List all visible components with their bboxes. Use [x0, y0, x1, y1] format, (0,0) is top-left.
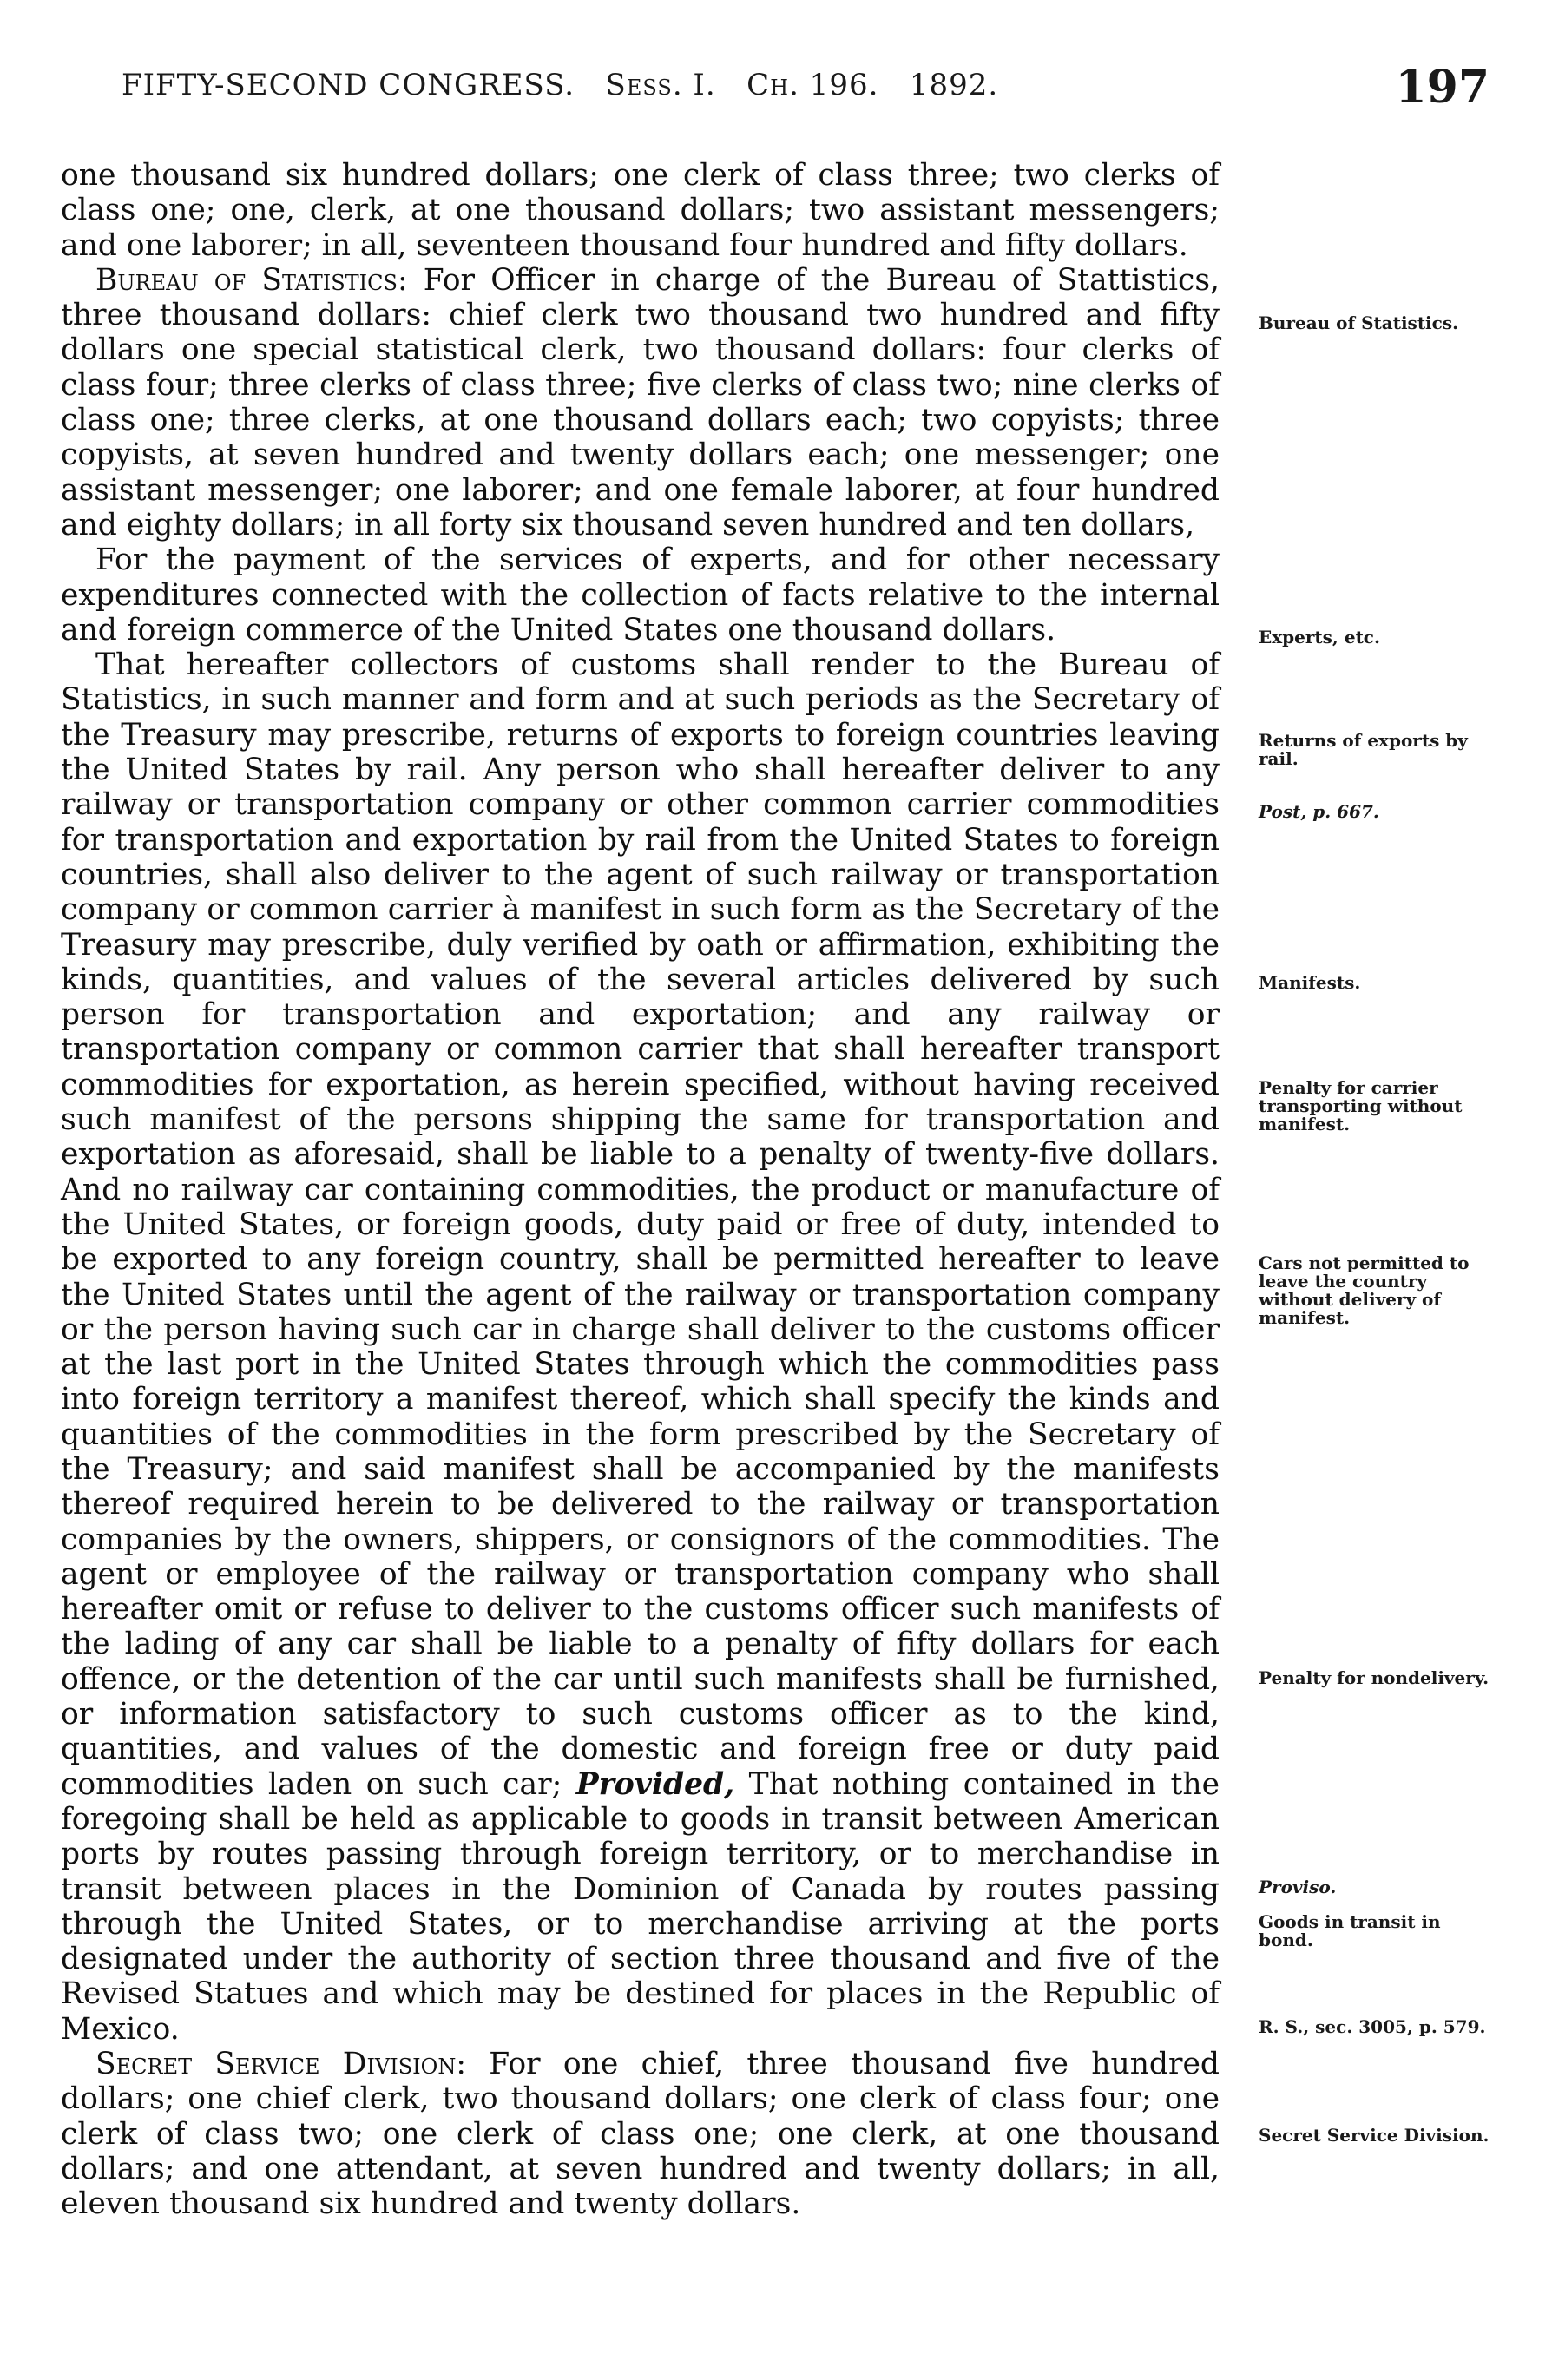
running-head-congress: FIFTY-SECOND CONGRESS. [122, 68, 575, 102]
paragraph-salaries-continued [61, 158, 1220, 263]
paragraph-text: For the payment of the services of experts, and for other necessary expenditures connected with the collection of facts relative to the internal and foreign commerce of the United States one thousand dollars. [61, 542, 1220, 648]
running-head-session: Sess. I. [605, 68, 716, 102]
margin-note-manifests: Manifests. [1259, 972, 1361, 993]
running-head-chapter: Ch. 196. [746, 68, 879, 102]
proviso-word: Provided, [575, 1766, 735, 1802]
paragraph-secret-service [61, 2047, 1220, 2221]
margin-note-penalty-carrier: Penalty for carrier transporting without manifest. [1259, 1077, 1463, 1134]
running-head-year: 1892. [909, 68, 999, 102]
paragraph-text: For one chief, three thousand five hundred dollars; one chief clerk, two thousand dollars; one clerk of class four; one clerk of class two; one clerk of class one; one clerk, at one thousand dollars; and one attendant, at seven hundred and twenty dollars; in all, eleven thousand six hundred and twenty dollars. [61, 2047, 1220, 2222]
margin-note-returns-of-exports: Returns of exports by rail. [1259, 730, 1468, 769]
paragraph-text-continued: That nothing contained in the foregoing shall be held as applicable to goods in transit between American ports by routes passing through foreign territory, or to merchandise in transit between places in the Dominion of Canada by routes passing through the United States, or to merchandise arriving at the ports designated under the authority of section three thousand and five of the Revised Statues and which may be destined for places in the Republic of Mexico. [61, 1766, 1220, 2047]
margin-note-goods-in-transit: Goods in transit in bond. [1259, 1911, 1441, 1950]
margin-note-post-reference: Post, p. 667. [1259, 801, 1379, 822]
body-text [61, 158, 1220, 2222]
margin-note-revised-statutes-ref: R. S., sec. 3005, p. 579. [1259, 2016, 1486, 2037]
running-head [122, 68, 1311, 102]
margin-note-experts: Experts, etc. [1259, 627, 1380, 648]
paragraph-text: For Officer in charge of the Bureau of Stattistics, three thousand dollars: chief clerk two thousand two hundred and fifty dollars one special statistical clerk, two thousand dollars: four clerks of class four; three clerks of class three; five clerks of class two; nine clerks of class one; three clerks, at one thousand dollars each; two copyists; three copyists, at seven hundred and twenty dollars each; one messenger; one assistant messenger; one laborer; and one female laborer, at four hundred and eighty dollars; in all forty six thousand seven hundred and ten dollars, [61, 262, 1220, 542]
margin-note-secret-service: Secret Service Division. [1259, 2125, 1490, 2146]
section-heading: Bureau of Statistics: [95, 262, 408, 298]
paragraph-text: That hereafter collectors of customs shall render to the Bureau of Statistics, in such manner and form and at such periods as the Secretary of the Treasury may prescribe, returns of exports to foreign countries leaving the United States by rail. Any person who shall hereafter deliver to any railway or transportation company or other common carrier commodities for transportation and exportation by rail from the United States to foreign countries, shall also deliver to the agent of such railway or transportation company or common carrier à manifest in such form as the Secretary of the Treasury may prescribe, duly verified by oath or affirmation, exhibiting the kinds, quantities, and values of the several articles delivered by such person for transportation and exportation; and any railway or transportation company or common carrier that shall hereafter transport commodities for exportation, as herein specified, without having received such manifest of the persons shipping the same for transportation and exportation as aforesaid, shall be liable to a penalty of twenty-five dollars. And no railway car containing commodities, the product or manufacture of the United States, or foreign goods, duty paid or free of duty, intended to be exported to any foreign country, shall be permitted hereafter to leave the United States until the agent of the railway or transportation company or the person having such car in charge shall deliver to the customs officer at the last port in the United States through which the commodities pass into foreign territory a manifest thereof, which shall specify the kinds and quantities of the commodities in the form prescribed by the Secretary of the Treasury; and said manifest shall be accompanied by the manifests thereof required herein to be delivered to the railway or transportation companies by the owners, shippers, or consignors of the commodities. The agent or employee of the railway or transportation company who shall hereafter omit or refuse to deliver to the customs officer such manifests of the lading of any car shall be liable to a penalty of fifty dollars for each offence, or the detention of the car until such manifests shall be furnished, or information satisfactory to such customs officer as to the kind, quantities, and values of the domestic and foreign free or duty paid commodities laden on such car; [61, 648, 1220, 1802]
margin-note-bureau-of-statistics: Bureau of Statistics. [1259, 312, 1459, 333]
paragraph-returns-of-exports [61, 648, 1220, 2047]
paragraph-bureau-of-statistics [61, 263, 1220, 542]
section-heading: Secret Service Division: [95, 2047, 466, 2082]
paragraph-text: one thousand six hundred dollars; one clerk of class three; two clerks of class one; one, clerk, at one thousand dollars; two assistant messengers; and one laborer; in all, seventeen thousand four hundred and fifty dollars. [61, 158, 1220, 263]
margin-note-proviso: Proviso. [1259, 1877, 1337, 1897]
margin-note-penalty-nondelivery: Penalty for nondelivery. [1259, 1667, 1490, 1688]
page-number: 197 [1395, 61, 1490, 114]
margin-note-cars-not-permitted: Cars not permitted to leave the country without delivery of manifest. [1259, 1252, 1470, 1328]
paragraph-experts [61, 542, 1220, 648]
